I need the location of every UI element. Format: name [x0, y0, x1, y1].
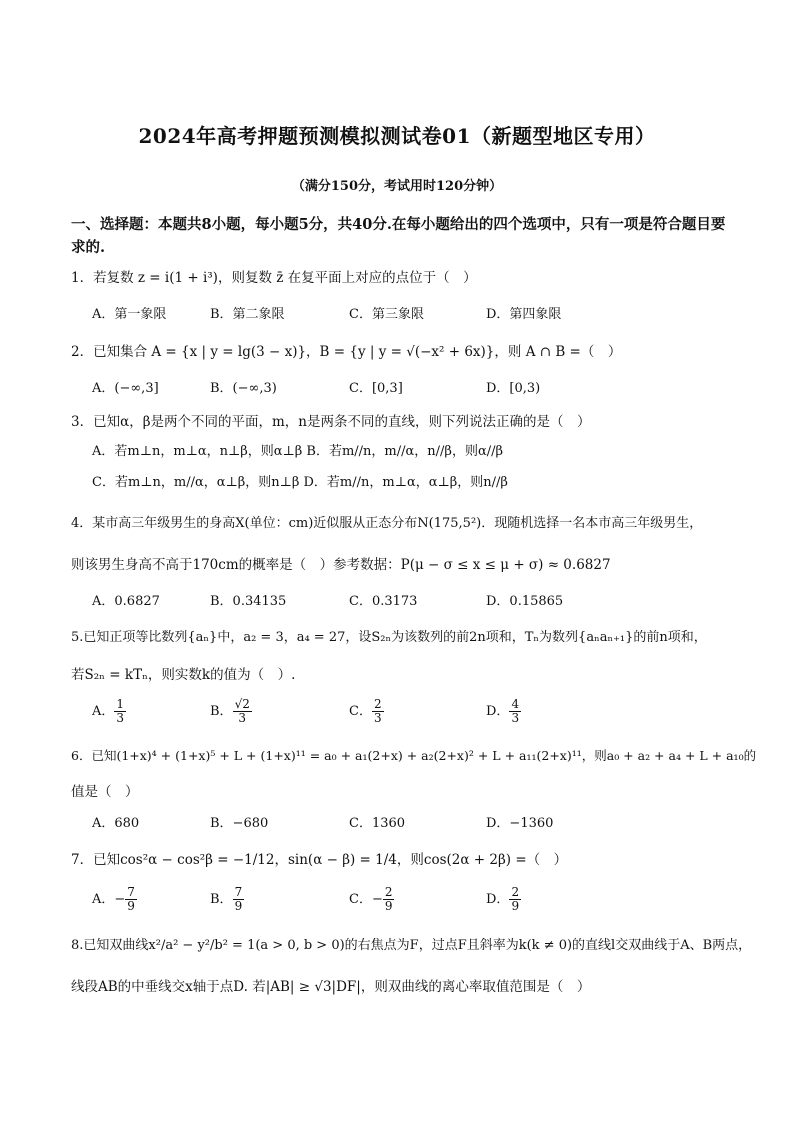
- exam-subtitle: （满分150分，考试用时120分钟）: [291, 179, 503, 194]
- question-7-options: [92, 886, 732, 922]
- question-5-stem-line-1: 5.已知正项等比数列{aₙ}中，a₂ = 3，a₄ = 27，设S₂ₙ为该数列的前2n项和，Tₙ为数列{aₙaₙ₊₁}的前n项和，: [71, 630, 707, 645]
- question-8-stem-line-1: 8.已知双曲线x²/a² − y²/b² = 1(a > 0, b > 0)的右焦点为F，过点F且斜率为k(k ≠ 0)的直线l交双曲线于A、B两点，: [71, 938, 752, 953]
- question-3-stem: 3．已知α，β是两个不同的平面，m，n是两条不同的直线，则下列说法正确的是（ ）: [71, 414, 591, 430]
- q3-options-line-2: C．若m⊥n，m//α，α⊥β，则n⊥β D．若m//n，m⊥α，α⊥β，则n//β: [92, 475, 508, 490]
- q4-option-c: C．0.3173: [349, 594, 418, 609]
- q5-option-c: C． $\frac{2}{3}$: [349, 697, 382, 725]
- q1-option-a: A．第一象限: [92, 307, 167, 322]
- q1-option-c: C．第三象限: [349, 307, 424, 322]
- q7-option-c: C．− $\frac{2}{9}$: [349, 885, 393, 913]
- q5-option-d: D． $\frac{4}{3}$: [486, 697, 520, 725]
- q7-option-b: B． $\frac{7}{9}$: [210, 885, 243, 913]
- q1-option-b: B．第二象限: [210, 307, 285, 322]
- q6-option-c: C．1360: [349, 816, 406, 831]
- question-6-stem-line-2: 值是（ ）: [71, 784, 139, 800]
- q6-option-a: A．680: [92, 816, 140, 831]
- question-5-options: [92, 698, 732, 734]
- q6-option-b: B．−680: [210, 816, 269, 831]
- q5-option-a: A． $\frac{1}{3}$: [92, 697, 125, 725]
- question-4-stem-line-2: 则该男生身高不高于170cm的概率是（ ）参考数据：P(μ − σ ≤ x ≤ μ + σ) ≈ 0.6827: [71, 557, 611, 573]
- q1-option-d: D．第四象限: [486, 307, 562, 322]
- question-1-stem: 1．若复数 z = i(1 + i³)，则复数 z̄ 在复平面上对应的点位于（ ）: [71, 270, 477, 286]
- q7-option-a: A．− $\frac{7}{9}$: [92, 885, 135, 913]
- q5-option-b: B． $\frac{√2}{3}$: [210, 697, 250, 725]
- question-8-stem-line-2: 线段AB的中垂线交x轴于点D. 若|AB| ≥ √3|DF|，则双曲线的离心率取值范围是（ ）: [71, 979, 591, 995]
- q4-option-d: D．0.15865: [486, 594, 564, 609]
- question-5-stem-line-2: 若S₂ₙ = kTₙ，则实数k的值为（ ）.: [71, 667, 296, 683]
- q4-option-b: B．0.34135: [210, 594, 287, 609]
- section-heading: 一、选择题：本题共8小题，每小题5分，共40分.在每小题给出的四个选项中，只有一项是符合题目要求的.: [71, 216, 726, 256]
- question-6-stem-line-1: 6．已知(1+x)⁴ + (1+x)⁵ + L + (1+x)¹¹ = a₀ + a₁(2+x) + a₂(2+x)² + L + a₁₁(2+x)¹¹，则a₀ + a₂ + a₄ + L + a₁₀的: [71, 748, 757, 763]
- q2-option-c: C．[0,3]: [349, 381, 403, 396]
- question-4-stem-line-1: 4．某市高三年级男生的身高X(单位：cm)近似服从正态分布N(175,5²)．现随机选择一名本市高三年级男生，: [71, 516, 703, 531]
- page-title: 2024年高考押题预测模拟测试卷01（新题型地区专用）: [138, 124, 656, 148]
- q2-option-d: D．[0,3): [486, 381, 541, 396]
- q6-option-d: D．−1360: [486, 816, 554, 831]
- question-2-stem: 2．已知集合 A = {x | y = lg(3 − x)}，B = {y | y = √(−x² + 6x)}，则 A ∩ B =（ ）: [71, 344, 622, 360]
- q2-option-a: A．(−∞,3]: [92, 381, 159, 396]
- q4-option-a: A．0.6827: [92, 594, 160, 609]
- q7-option-d: D． $\frac{2}{9}$: [486, 885, 520, 913]
- q3-options-line-1: A．若m⊥n，m⊥α，n⊥β，则α⊥β B．若m//n，m//α，n//β，则α//β: [92, 444, 503, 459]
- question-7-stem: 7．已知cos²α − cos²β = −1/12，sin(α − β) = 1/4，则cos(2α + 2β) =（ ）: [71, 852, 568, 868]
- q2-option-b: B．(−∞,3): [210, 381, 277, 396]
